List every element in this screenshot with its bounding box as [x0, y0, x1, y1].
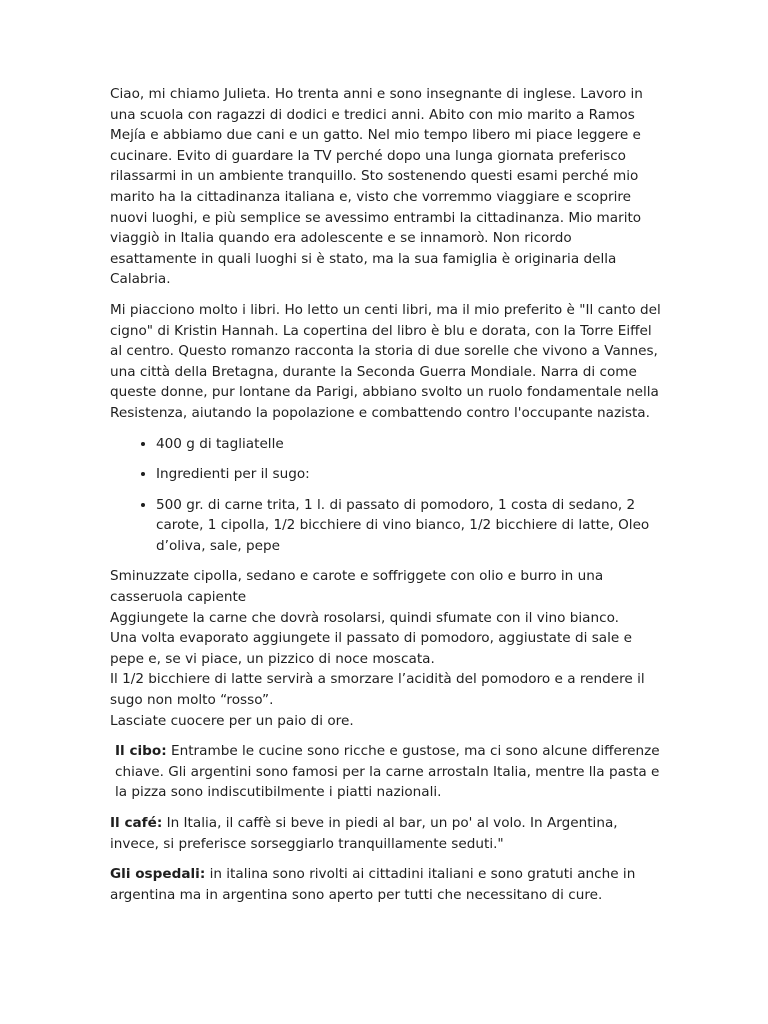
- document-body: [110, 84, 662, 915]
- recipe-step: Una volta evaporato aggiungete il passato di pomodoro, aggiustate di sale e pepe e, se vi piace, un pizzico di noce moscata.: [110, 630, 632, 667]
- comparison-coffee: [110, 813, 662, 854]
- comparison-food: [110, 741, 662, 803]
- comparison-label: Il café:: [110, 815, 163, 831]
- recipe-step: Sminuzzate cipolla, sedano e carote e soffriggete con olio e burro in una casseruola capiente: [110, 568, 604, 606]
- comparison-text: Entrambe le cucine sono ricche e gustose, ma ci sono alcune differenze chiave. Gli argentini sono famosi per la carne arrostaIn Italia, mentre lla pasta e la pizza sono indiscutibilmente i piatti nazionali.: [115, 743, 660, 801]
- comparison-label: Il cibo:: [115, 743, 167, 760]
- list-item: • 500 gr. di carne trita, 1 l. di passato di pomodoro, 1 costa di sedano, 2 carote, 1 cipolla, 1/2 bicchiere di vino bianco, 1/2 bicchiere di latte, Oleo d’oliva, sale, pepe: [156, 495, 662, 557]
- recipe-step: Aggiungete la carne che dovrà rosolarsi, quindi sfumate con il vino bianco.: [110, 609, 619, 626]
- comparison-text: In Italia, il caffè si beve in piedi al bar, un po' al volo. In Argentina, invece, si preferisce sorseggiarlo tranquillamente seduti.": [110, 815, 618, 852]
- list-item: • Ingredienti per il sugo:: [156, 464, 662, 485]
- recipe-step: Il 1/2 bicchiere di latte servirà a smorzare l’acidità del pomodoro e a rendere il sugo non molto “rosso”.: [110, 671, 645, 709]
- list-item: • 400 g di tagliatelle: [156, 434, 662, 455]
- book-paragraph: Mi piacciono molto i libri. Ho letto un centi libri, ma il mio preferito è "Il canto del cigno" di Kristin Hannah. La copertina del libro è blu e dorata, con la Torre Eiffel al centro. Questo romanzo racconta la storia di due sorelle che vivono a Vannes, una città della Bretagna, durante la Seconda Guerra Mondiale. Narra di come queste donne, pur lontane da Parigi, abbiano svolto un ruolo fondamentale nella Resistenza, aiutando la popolazione e combattendo contro l'occupante nazista.: [110, 301, 661, 421]
- comparison-text: in italina sono rivolti ai cittadini italiani e sono gratuti anche in argentina ma in argentina sono aperto per tutti che necessitano di cure.: [110, 866, 636, 903]
- ingredients-list: [110, 434, 662, 557]
- intro-paragraph: Ciao, mi chiamo Julieta. Ho trenta anni e sono insegnante di inglese. Lavoro in una scuola con ragazzi di dodici e tredici anni. Abito con mio marito a Ramos Mejía e abbiamo due cani e un gatto. Nel mio tempo libero mi piace leggere e cucinare. Evito di guardare la TV perché dopo una lunga giornata preferisco rilassarmi in un ambiente tranquillo. Sto sostenendo questi esami perché mio marito ha la cittadinanza italiana e, visto che vorremmo viaggiare e scoprire nuovi luoghi, e più semplice se avessimo entrambi la cittadinanza. Mio marito viaggiò in Italia quando era adolescente e se innamorò. Non ricordo esattamente in quali luoghi si è stato, ma la sua famiglia è originaria della Calabria.: [110, 86, 643, 288]
- recipe-steps: [110, 566, 662, 731]
- recipe-step: Lasciate cuocere per un paio di ore.: [110, 712, 354, 729]
- comparison-hospitals: [110, 864, 662, 905]
- comparison-label: Gli ospedali:: [110, 866, 206, 883]
